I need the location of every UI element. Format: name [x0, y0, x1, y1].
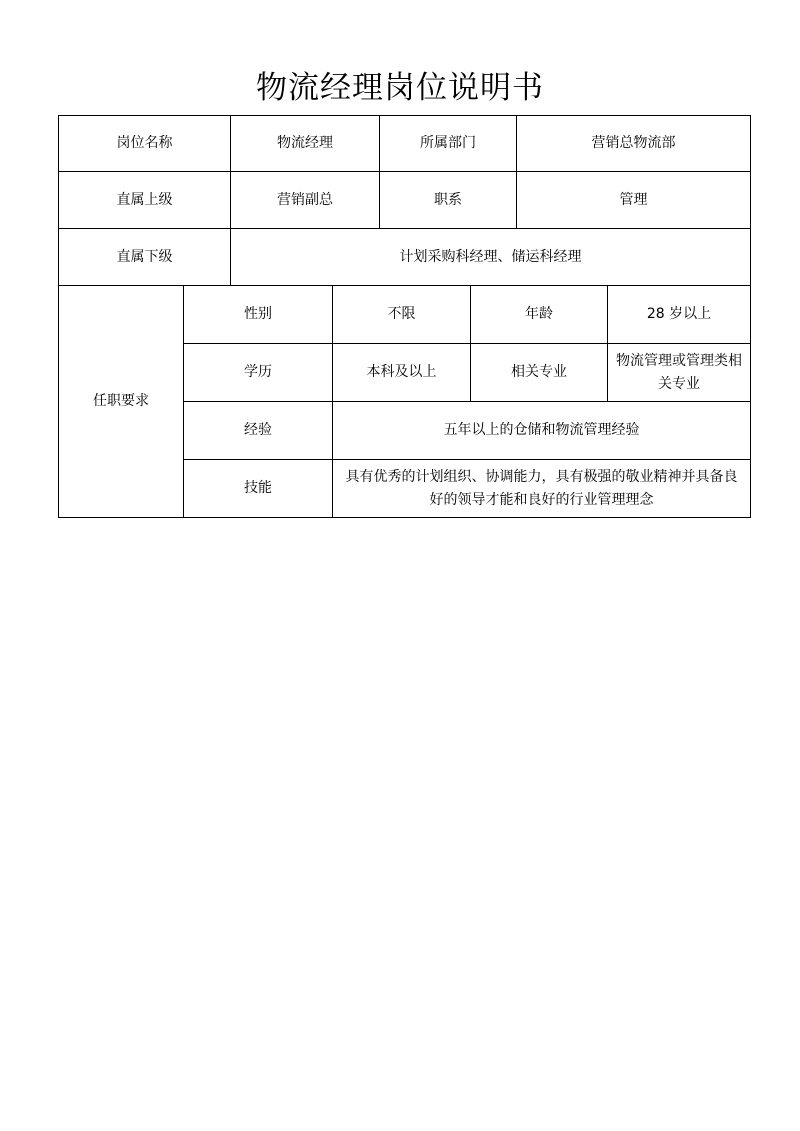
job-family-label: 职系	[380, 172, 517, 229]
requirements-label: 任职要求	[59, 286, 184, 518]
age-label: 年龄	[471, 286, 608, 344]
document-title: 物流经理岗位说明书	[256, 70, 544, 106]
department-label: 所属部门	[380, 116, 517, 172]
table-row	[59, 116, 751, 172]
job-description-table	[58, 115, 751, 518]
major-value: 物流管理或管理类相关专业	[608, 344, 751, 402]
direct-subordinates-value: 计划采购科经理、储运科经理	[231, 229, 751, 286]
gender-label: 性别	[184, 286, 333, 344]
experience-label: 经验	[184, 402, 333, 460]
table-row	[59, 286, 751, 344]
table-row	[59, 172, 751, 229]
position-name-value: 物流经理	[231, 116, 380, 172]
experience-value: 五年以上的仓储和物流管理经验	[333, 402, 751, 460]
gender-value: 不限	[333, 286, 471, 344]
skills-label: 技能	[184, 460, 333, 518]
department-value: 营销总物流部	[517, 116, 751, 172]
education-label: 学历	[184, 344, 333, 402]
age-value: 28 岁以上	[608, 286, 751, 344]
direct-superior-value: 营销副总	[231, 172, 380, 229]
position-name-label: 岗位名称	[59, 116, 231, 172]
table-row	[59, 229, 751, 286]
skills-value: 具有优秀的计划组织、协调能力，具有极强的敬业精神并具备良好的领导才能和良好的行业管理理念	[333, 460, 751, 518]
direct-superior-label: 直属上级	[59, 172, 231, 229]
education-value: 本科及以上	[333, 344, 471, 402]
major-label: 相关专业	[471, 344, 608, 402]
direct-subordinates-label: 直属下级	[59, 229, 231, 286]
job-family-value: 管理	[517, 172, 751, 229]
